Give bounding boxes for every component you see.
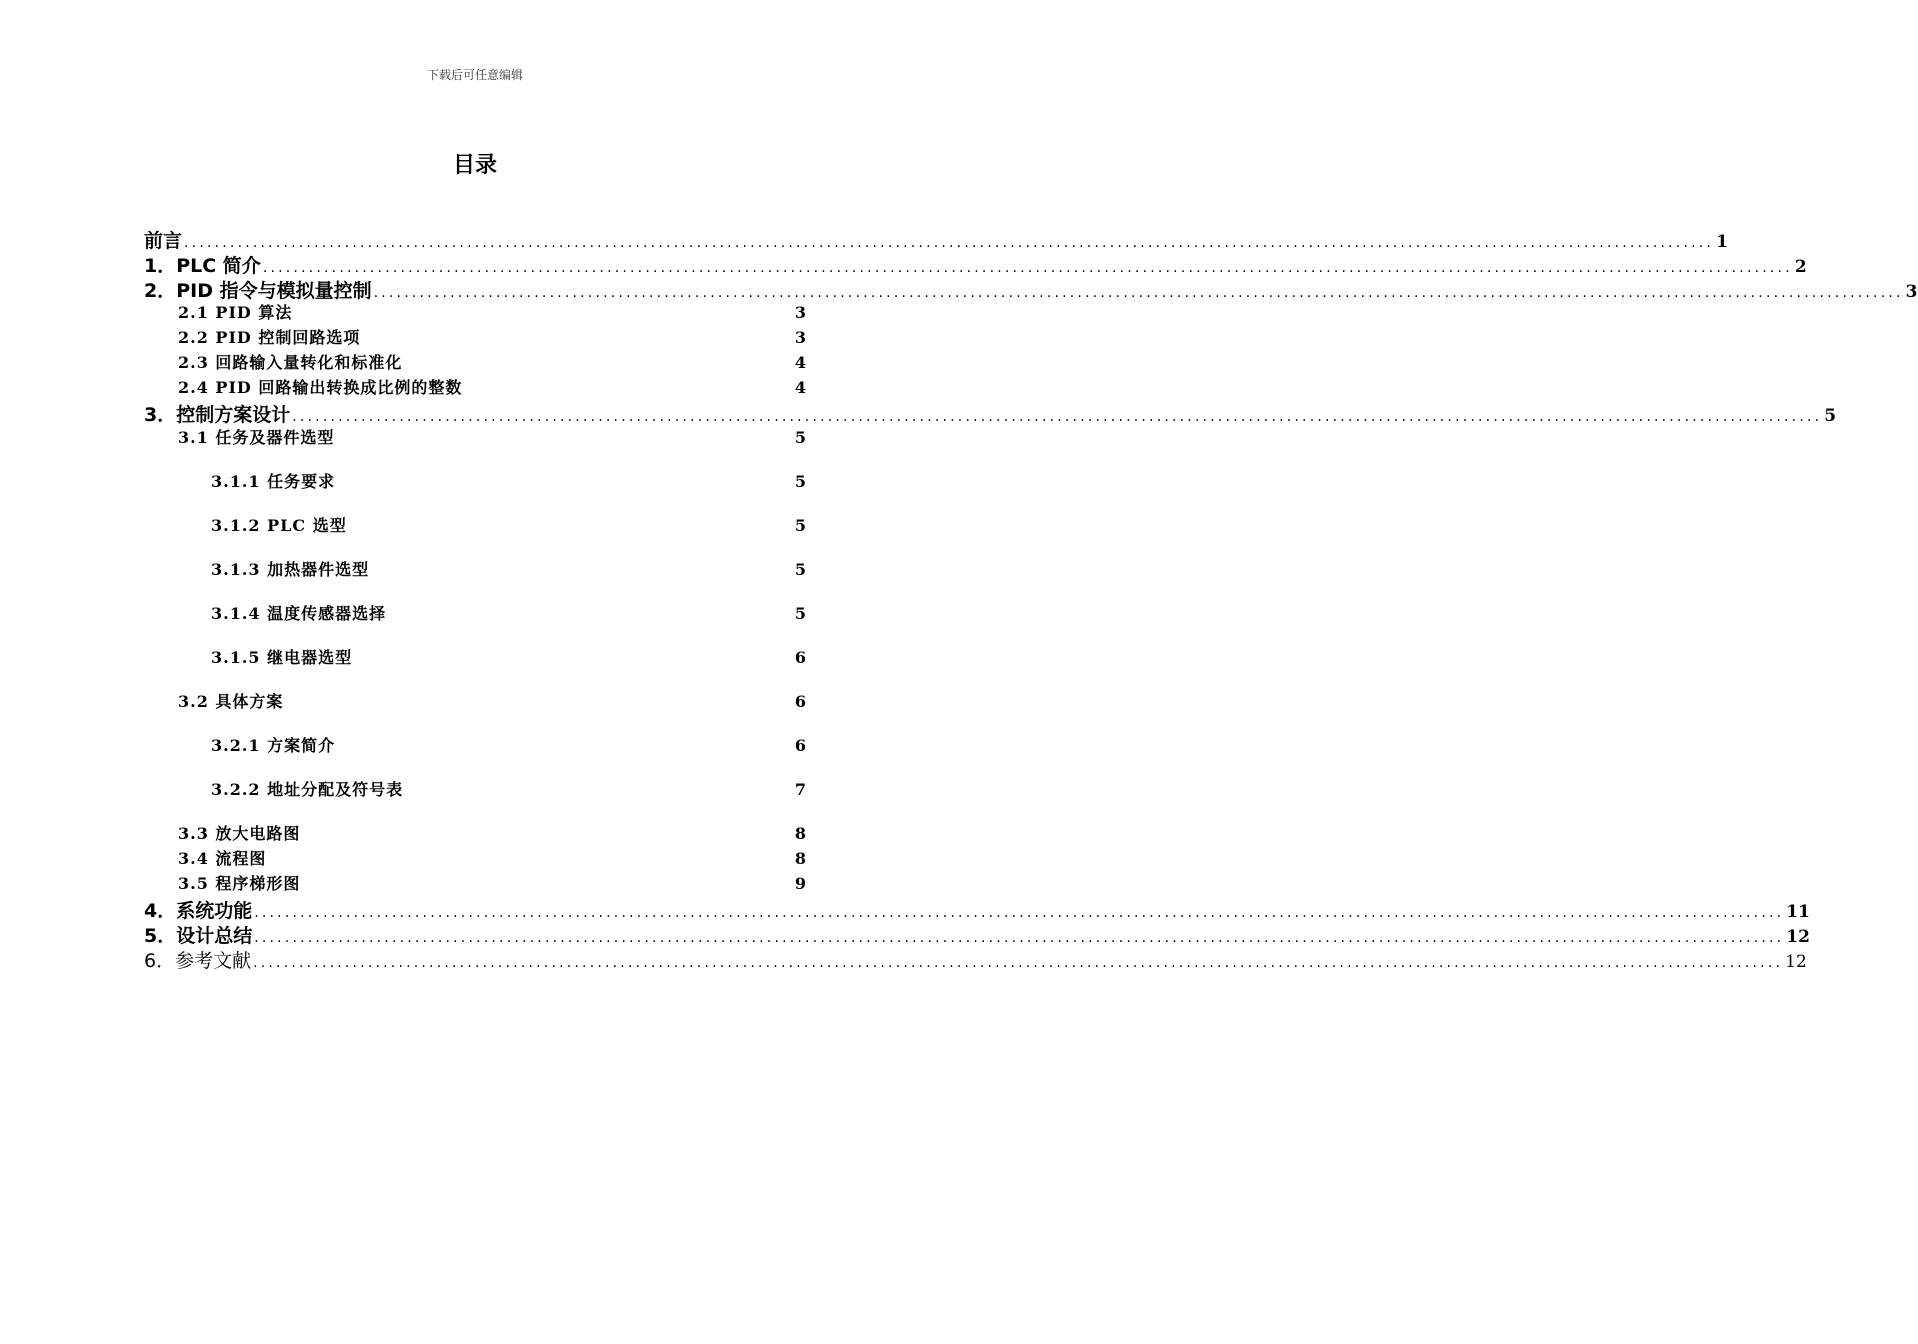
toc-entry-page: 6 (794, 692, 806, 711)
toc-entry-page: 4 (794, 378, 806, 397)
toc-entry[interactable] (211, 645, 806, 668)
toc-entry-page: 5 (794, 560, 806, 579)
toc-entry-page: 5 (794, 604, 806, 623)
toc-entry-label: 2.3 回路输入量转化和标准化 (178, 353, 403, 372)
toc-entry-label: 前言 (144, 230, 183, 252)
toc-entry-label: 4．系统功能 (144, 900, 253, 922)
toc-entry-label: 3．控制方案设计 (144, 404, 291, 426)
toc-entry[interactable] (178, 846, 806, 869)
toc-entry-label: 3.5 程序梯形图 (178, 874, 301, 893)
toc-entry-label: 3.2.1 方案简介 (211, 736, 336, 755)
toc-entry-page: 5 (794, 516, 806, 535)
toc-entry-page: 5 (794, 472, 806, 491)
toc-entry-label: 2.4 PID 回路输出转换成比例的整数 (178, 378, 463, 397)
toc-entry-label: 3.2 具体方案 (178, 692, 284, 711)
toc-leader-dots: ........................................................................................................................................................................................................ (373, 285, 1904, 301)
toc-entry-page: 2 (1794, 257, 1807, 277)
toc-entry-page: 3 (794, 303, 806, 322)
toc-entry[interactable] (178, 325, 806, 348)
toc-leader-dots: ........................................................................................................................................................................................................ (253, 955, 1784, 971)
toc-leader-dots: ........................................................................................................................................................................................................ (262, 260, 1793, 276)
toc-entry[interactable] (178, 871, 806, 894)
toc-entry-label: 5．设计总结 (144, 925, 253, 947)
toc-entry[interactable] (144, 921, 1810, 948)
toc-entry-page: 11 (1786, 902, 1810, 922)
toc-entry-page: 8 (794, 824, 806, 843)
toc-entry[interactable] (211, 601, 806, 624)
toc-entry-label: 3.1.4 温度传感器选择 (211, 604, 387, 623)
toc-entry-page: 5 (794, 428, 806, 447)
toc-entry[interactable] (211, 513, 806, 536)
toc-leader-dots: ........................................................................................................................................................................................................ (184, 235, 1715, 251)
toc-entry-page: 12 (1785, 952, 1807, 972)
toc-leader-dots: ........................................................................................................................................................................................................ (254, 905, 1785, 921)
toc-entry[interactable] (144, 946, 1807, 973)
toc-entry-label: 3.1.3 加热器件选型 (211, 560, 370, 579)
toc-entry-label: 3.4 流程图 (178, 849, 267, 868)
toc-entry-label: 3.1.5 继电器选型 (211, 648, 353, 667)
toc-entry[interactable] (178, 350, 806, 373)
toc-entry[interactable] (178, 300, 806, 323)
toc-entry-page: 4 (794, 353, 806, 372)
toc-entry[interactable] (144, 276, 1918, 303)
toc-entry-label: 1．PLC 简介 (144, 255, 261, 277)
toc-entry[interactable] (178, 375, 806, 398)
toc-entry-page: 9 (794, 874, 806, 893)
page-header: 下载后可任意编辑 (426, 68, 523, 82)
toc-entry-label: 3.1.2 PLC 选型 (211, 516, 347, 535)
toc-entry-page: 8 (794, 849, 806, 868)
toc-entry[interactable] (178, 689, 806, 712)
toc-entry-label: 2.2 PID 控制回路选项 (178, 328, 361, 347)
toc-entry-label: 3.2.2 地址分配及符号表 (211, 780, 404, 799)
toc-entry-label: 3.3 放大电路图 (178, 824, 301, 843)
toc-entry-page: 6 (794, 648, 806, 667)
toc-entry-label: 6．参考文献 (144, 950, 252, 972)
toc-entry-page: 12 (1786, 927, 1810, 947)
toc-entry[interactable] (211, 733, 806, 756)
toc-entry-page: 6 (794, 736, 806, 755)
toc-entry[interactable] (178, 425, 806, 448)
toc-entry-label: 3.1 任务及器件选型 (178, 428, 335, 447)
toc-entry-page: 5 (1824, 406, 1837, 426)
toc-entry[interactable] (144, 400, 1837, 427)
toc-entry[interactable] (211, 469, 806, 492)
toc-entry-label: 2.1 PID 算法 (178, 303, 293, 322)
toc-entry-label: 3.1.1 任务要求 (211, 472, 336, 491)
toc-leader-dots: ........................................................................................................................................................................................................ (254, 930, 1785, 946)
toc-entry-page: 1 (1716, 232, 1728, 252)
toc-entry-page: 3 (794, 328, 806, 347)
toc-entry[interactable] (211, 557, 806, 580)
toc-entry[interactable] (144, 226, 1728, 253)
toc-title: 目录 (452, 153, 497, 178)
toc-entry-page: 7 (794, 780, 806, 799)
toc-entry-label: 2．PID 指令与模拟量控制 (144, 280, 372, 302)
toc-entry[interactable] (144, 251, 1807, 278)
toc-leader-dots: ........................................................................................................................................................................................................ (292, 409, 1823, 425)
toc-entry-page: 3 (1905, 282, 1918, 302)
toc-entry[interactable] (178, 821, 806, 844)
toc-entry[interactable] (211, 777, 806, 800)
toc-entry[interactable] (144, 896, 1810, 923)
